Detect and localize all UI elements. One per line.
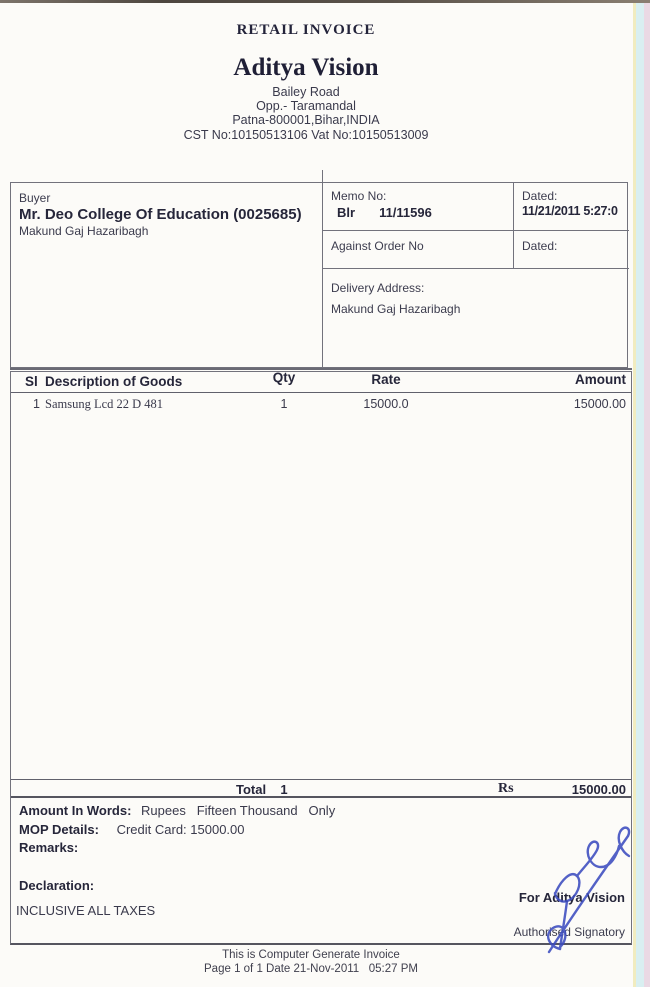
col-header-description: Description of Goods	[45, 374, 183, 389]
for-company-label: For Aditya Vision	[518, 890, 625, 905]
declaration-label: Declaration:	[19, 878, 95, 893]
total-row	[11, 779, 631, 798]
col-header-sl: Sl	[25, 374, 38, 389]
company-address-line: Opp.- Taramandal	[256, 99, 356, 113]
col-header-qty: Qty	[272, 370, 296, 385]
remarks-label: Remarks:	[19, 840, 79, 855]
buyer-name: Mr. Deo College Of Education (0025685)	[19, 206, 302, 223]
scan-edge-strip-cyan	[636, 3, 644, 987]
against-order-cell	[323, 230, 514, 268]
memo-dated-cell	[514, 183, 629, 230]
doc-type-title: RETAIL INVOICE	[236, 22, 376, 38]
delivery-address-value: Makund Gaj Hazaribagh	[331, 302, 461, 316]
amount-in-words-line	[19, 803, 335, 818]
mop-details-line	[19, 822, 245, 837]
delivery-address-label: Delivery Address:	[331, 281, 425, 295]
mop-details-value: Credit Card: 15000.00	[116, 822, 245, 837]
scan-top-edge	[0, 0, 650, 3]
buyer-memo-box	[10, 182, 628, 368]
row-rate: 15000.0	[363, 397, 409, 411]
dated-value: 11/21/2011 5:27:0	[522, 204, 618, 218]
memo-prefix: Blr	[337, 205, 356, 220]
total-amount: 15000.00	[571, 782, 626, 797]
col-header-rate: Rate	[371, 372, 401, 387]
amount-in-words-value: Rupees Fifteen Thousand Only	[141, 803, 336, 818]
invoice-header	[0, 22, 612, 142]
company-name: Aditya Vision	[233, 54, 379, 81]
dated-label: Dated:	[522, 189, 558, 203]
authorised-signatory-label: Authorised Signatory	[513, 925, 625, 939]
row-sl: 1	[33, 397, 40, 411]
items-table	[10, 371, 632, 798]
order-dated-label: Dated:	[522, 239, 558, 253]
amount-in-words-label: Amount In Words:	[19, 803, 132, 818]
order-dated-cell	[514, 230, 629, 268]
memo-number: 11/11596	[379, 205, 432, 220]
memo-label: Memo No:	[331, 189, 387, 203]
company-address-line: Bailey Road	[272, 85, 340, 99]
summary-section	[10, 798, 632, 945]
company-address-line: Patna-800001,Bihar,INDIA	[232, 113, 380, 127]
total-label: Total	[236, 782, 267, 797]
memo-number-line	[331, 205, 513, 220]
divider-tick	[322, 170, 323, 182]
row-amount: 15000.00	[573, 397, 626, 411]
footer-line2: Page 1 of 1 Date 21-Nov-2011 05:27 PM	[204, 963, 418, 975]
buyer-address: Makund Gaj Hazaribagh	[19, 224, 149, 238]
mop-details-label: MOP Details:	[19, 822, 99, 837]
col-header-amount: Amount	[575, 372, 626, 387]
memo-cell	[323, 183, 514, 230]
against-order-label: Against Order No	[331, 239, 424, 253]
declaration-value: INCLUSIVE ALL TAXES	[16, 903, 156, 918]
total-currency: Rs	[498, 781, 514, 796]
total-qty: 1	[280, 782, 288, 797]
buyer-cell	[11, 183, 323, 367]
footer-line1: This is Computer Generate Invoice	[222, 949, 400, 961]
buyer-label: Buyer	[19, 191, 51, 205]
row-description: Samsung Lcd 22 D 481	[45, 397, 164, 411]
delivery-address-cell	[323, 268, 629, 369]
items-table-header	[11, 372, 631, 393]
tax-registration-line: CST No:10150513106 Vat No:10150513009	[183, 128, 429, 142]
scan-edge-strip-pink	[644, 3, 650, 987]
row-qty: 1	[280, 397, 288, 411]
invoice-footer	[0, 948, 622, 976]
